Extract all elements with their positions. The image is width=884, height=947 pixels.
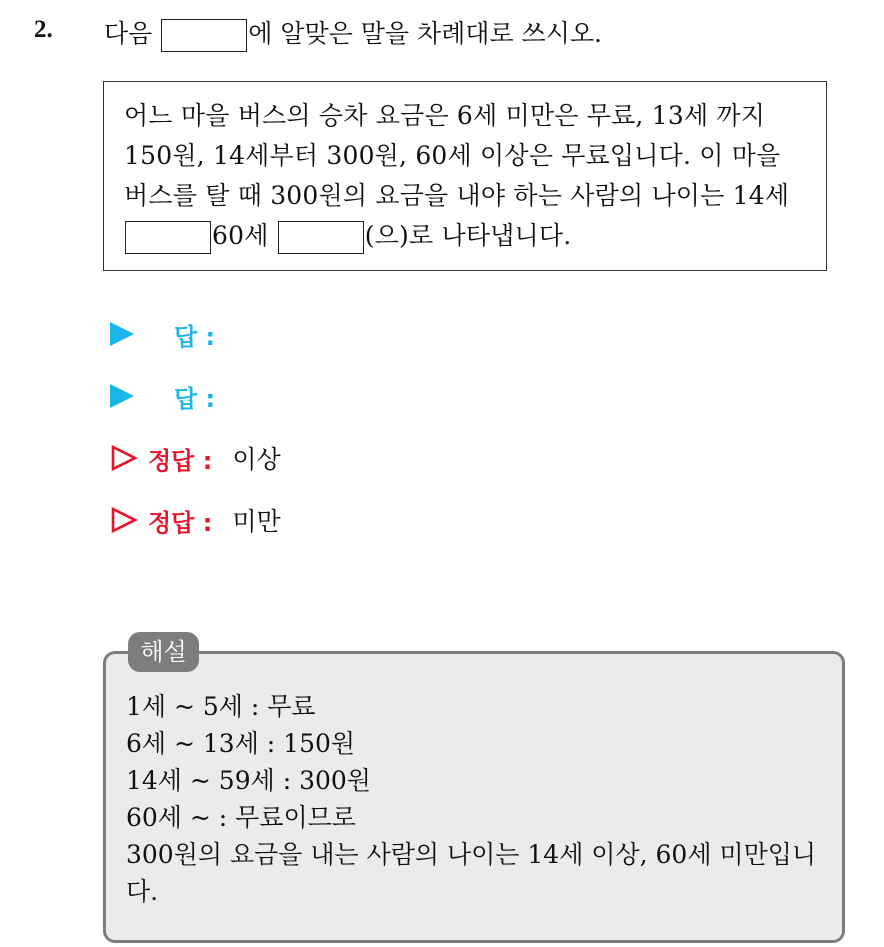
problem-line-4 (124, 216, 826, 256)
answer-row-2 (110, 376, 235, 416)
answer-blank-2 (278, 221, 364, 254)
explanation-line-2: 6세 ~ 13세 : 150원 (126, 729, 356, 758)
explanation-line-5: 300원의 요금을 내는 사람의 나이는 14세 이상, 60세 미만입니 (126, 840, 817, 869)
solid-triangle-right-icon (110, 384, 134, 408)
problem-box (103, 81, 827, 271)
correct-answer-label: 정답 : (148, 446, 213, 475)
answer-blank-1 (125, 221, 211, 254)
correct-answer-label: 정답 : (148, 508, 213, 537)
problem-line-4-middle: 60세 (212, 221, 269, 250)
prompt-blank-box (161, 19, 247, 52)
question-number: 2. (34, 16, 53, 43)
question-prompt (104, 17, 602, 52)
explanation-line-3: 14세 ~ 59세 : 300원 (126, 766, 371, 795)
problem-line-1: 어느 마을 버스의 승차 요금은 6세 미만은 무료, 13세 까지 (124, 101, 766, 130)
answer-row-1 (110, 314, 235, 354)
correct-answer-row-2 (110, 500, 281, 540)
answer-label: 답 : (174, 384, 216, 413)
prompt-before: 다음 (104, 19, 153, 48)
explanation-line-6: 다. (126, 877, 159, 906)
problem-line-4-end: (으)로 나타냅니다. (364, 221, 572, 250)
problem-line-3: 버스를 탈 때 300원의 요금을 내야 하는 사람의 나이는 14세 (124, 181, 790, 210)
explanation-tab: 해설 (128, 632, 199, 672)
outline-triangle-right-icon (110, 506, 138, 534)
explanation-line-4: 60세 ~ : 무료이므로 (126, 803, 356, 832)
correct-answer-row-1 (110, 438, 281, 478)
correct-answer-value: 미만 (232, 507, 281, 536)
prompt-after: 에 알맞은 말을 차례대로 쓰시오. (248, 19, 602, 48)
solid-triangle-right-icon (110, 322, 134, 346)
explanation-line-1: 1세 ~ 5세 : 무료 (126, 692, 316, 721)
outline-triangle-right-icon (110, 444, 138, 472)
answer-label: 답 : (174, 322, 216, 351)
correct-answer-value: 이상 (232, 445, 281, 474)
problem-line-2: 150원, 14세부터 300원, 60세 이상은 무료입니다. 이 마을 (124, 141, 781, 170)
explanation-box (103, 651, 845, 943)
